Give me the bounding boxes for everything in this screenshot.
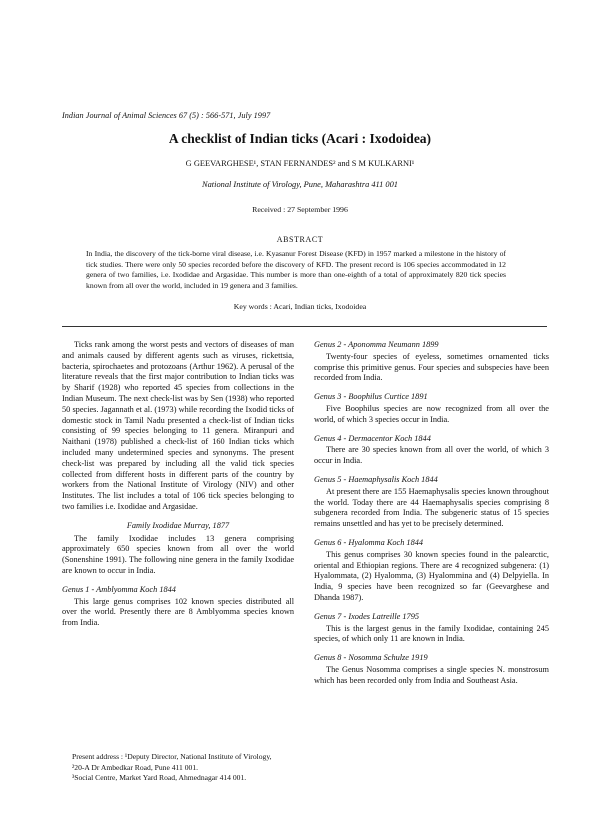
genus-7-paragraph: This is the largest genus in the family Ixodidae, containing 245 species, of which only 11 are known in India. xyxy=(314,623,549,644)
keywords: Key words : Acari, Indian ticks, Ixodoidea xyxy=(233,302,367,311)
left-column xyxy=(62,340,294,629)
genus-2-heading: Genus 2 - Aponomma Neumann 1899 xyxy=(314,340,439,349)
genus-7-heading: Genus 7 - Ixodes Latreille 1795 xyxy=(314,611,419,621)
intro-paragraph: Ticks rank among the worst pests and vectors of diseases of man and animals caused by different agents such as viruses, rickettsia, bacteria, spirochaetes and protozoans (Arthur 1962). A perusal of the literature reveals that the first major contribution to Indian ticks was by Sharif (1928) who reported 45 species from collections in the Indian Museum. The next check-list was by Sen (1938) who reported 50 species. Jagannath et al. (1973) while recording the Ixodid ticks of domestic stock in Tamil Nadu presented a check-list of Indian ticks consisting of 99 species belonging to 11 genera. Miranpuri and Naithani (1978) published a check-list of 160 Indian ticks which included many undetermined species and synonyms. The present check-list was prepared by including all the valid tick species collected from different hosts in different parts of the country by workers from the National Institute of Virology (NIV) and other Institutes. The list includes a total of 106 tick species belonging to two families i.e. Ixodidae and Argasidae. xyxy=(62,340,294,511)
journal-citation: Indian Journal of Animal Sciences 67 (5) : 566-571, July 1997 xyxy=(62,111,271,120)
genus-2-paragraph: Twenty-four species of eyeless, sometimes ornamented ticks comprise this primitive genus. Four species and subspecies have been recorded from India. xyxy=(314,351,549,383)
genus-6-paragraph: This genus comprises 30 known species found in the palearctic, oriental and Ethiopian regions. There are 4 recognized subgenera: (1) Hyalommata, (2) Hyalomma, (3) Hyalommina and (4) Delpyiella. In India, 9 species have been recognized so far (Geevarghese and Dhanda 1987). xyxy=(314,549,549,602)
section-divider xyxy=(62,326,547,327)
genus-5-heading: Genus 5 - Haemaphysalis Koch 1844 xyxy=(314,474,438,484)
footnote-line-3: ³Social Centre, Market Yard Road, Ahmednagar 414 001. xyxy=(72,773,247,783)
genus-8-paragraph: The Genus Nosomma comprises a single species N. monstrosum which has been recorded only from India and Southeast Asia. xyxy=(314,664,549,685)
genus-1-heading: Genus 1 - Amblyomma Koch 1844 xyxy=(62,584,176,594)
abstract-text: In India, the discovery of the tick-borne viral disease, i.e. Kyasanur Forest Disease (KFD) in 1957 marked a milestone in the history of tick studies. There were only 50 species recorded before the discovery of KFD. The present record is 106 species accommodated in 12 genera of two families, i.e. Ixodidae and Argasidae. This number is more than one-eighth of a total of approximately 820 tick species known from all over the world, included in 19 genera and 3 families. xyxy=(86,249,506,290)
received-date: Received : 27 September 1996 xyxy=(252,205,348,214)
right-column xyxy=(314,340,549,687)
footnote-line-2: ²20-A Dr Ambedkar Road, Pune 411 001. xyxy=(72,762,199,772)
genus-5-paragraph: At present there are 155 Haemaphysalis species known throughout the world. Today there are 44 Haemaphysalis species comprising 8 subgenera recorded from India. The subgeneric status of 15 species remains unsettled and has yet to be precisely determined. xyxy=(314,486,549,529)
genus-3-paragraph: Five Boophilus species are now recognized from all over the world, of which 3 species occur in India. xyxy=(314,403,549,424)
genus-1-paragraph: This large genus comprises 102 known species distributed all over the world. Presently there are 8 Amblyomma species known from India. xyxy=(62,596,294,628)
genus-3-heading: Genus 3 - Boophilus Curtice 1891 xyxy=(314,392,428,402)
genus-8-heading: Genus 8 - Nosomma Schulze 1919 xyxy=(314,653,428,663)
paper-title: A checklist of Indian ticks (Acari : Ixodoidea) xyxy=(168,131,432,146)
genus-4-heading: Genus 4 - Dermacentor Koch 1844 xyxy=(314,433,431,443)
abstract-heading: ABSTRACT xyxy=(276,235,324,244)
footnote-line-1: Present address : ¹Deputy Director, National Institute of Virology, xyxy=(72,752,272,761)
affiliation: National Institute of Virology, Pune, Maharashtra 411 001 xyxy=(202,180,398,189)
genus-6-heading: Genus 6 - Hyalomma Koch 1844 xyxy=(314,537,424,547)
footnotes xyxy=(72,752,302,784)
family-paragraph: The family Ixodidae includes 13 genera comprising approximately 650 species known from all over the world (Sonenshine 1991). The following nine genera in the family Ixodidae are known to occur in India. xyxy=(62,533,294,575)
author-list: G GEEVARGHESE¹, STAN FERNANDES² and S M KULKARNI¹ xyxy=(185,159,415,168)
genus-4-paragraph: There are 30 species known from all over the world, of which 3 occur in India. xyxy=(314,445,549,466)
family-heading: Family Ixodidae Murray, 1877 xyxy=(126,520,230,530)
